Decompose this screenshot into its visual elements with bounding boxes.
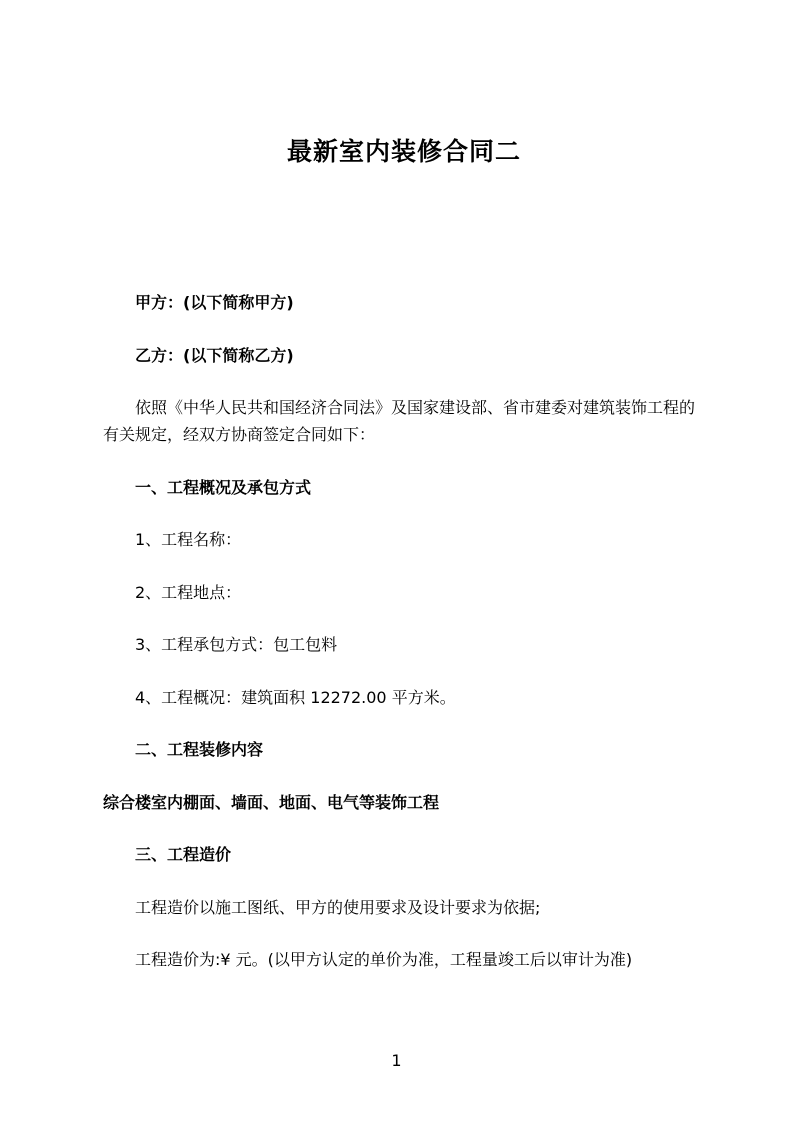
document-title: 最新室内装修合同二 xyxy=(286,137,521,166)
item-project-name: 1、工程名称： xyxy=(135,530,242,549)
item-project-location: 2、工程地点： xyxy=(135,582,242,602)
party-a-line: 甲方：(以下简称甲方) xyxy=(135,293,294,312)
section-3-heading: 三、工程造价 xyxy=(135,845,232,864)
cost-amount-line: 工程造价为:¥ 元。(以甲方认定的单价为准，工程量竣工后以审计为准) xyxy=(135,950,633,969)
item-contract-method: 3、工程承包方式：包工包料 xyxy=(135,635,338,654)
document-content xyxy=(103,135,705,999)
decoration-content-line: 综合楼室内棚面、墙面、地面、电气等装饰工程 xyxy=(103,792,440,812)
document-body xyxy=(103,289,705,973)
cost-basis-line: 工程造价以施工图纸、甲方的使用要求及设计要求为依据; xyxy=(135,897,541,917)
preamble-paragraph: 依照《中华人民共和国经济合同法》及国家建设部、省市建委对建筑装饰工程的有关规定，经双方协商签定合同如下： xyxy=(103,398,696,444)
item-project-overview: 4、工程概况：建筑面积 12272.00 平方米。 xyxy=(135,687,456,707)
section-2-heading: 二、工程装修内容 xyxy=(135,740,264,759)
section-1-heading: 一、工程概况及承包方式 xyxy=(135,477,312,497)
page-number: 1 xyxy=(391,1051,402,1070)
party-b-line: 乙方：(以下简称乙方) xyxy=(135,345,294,365)
